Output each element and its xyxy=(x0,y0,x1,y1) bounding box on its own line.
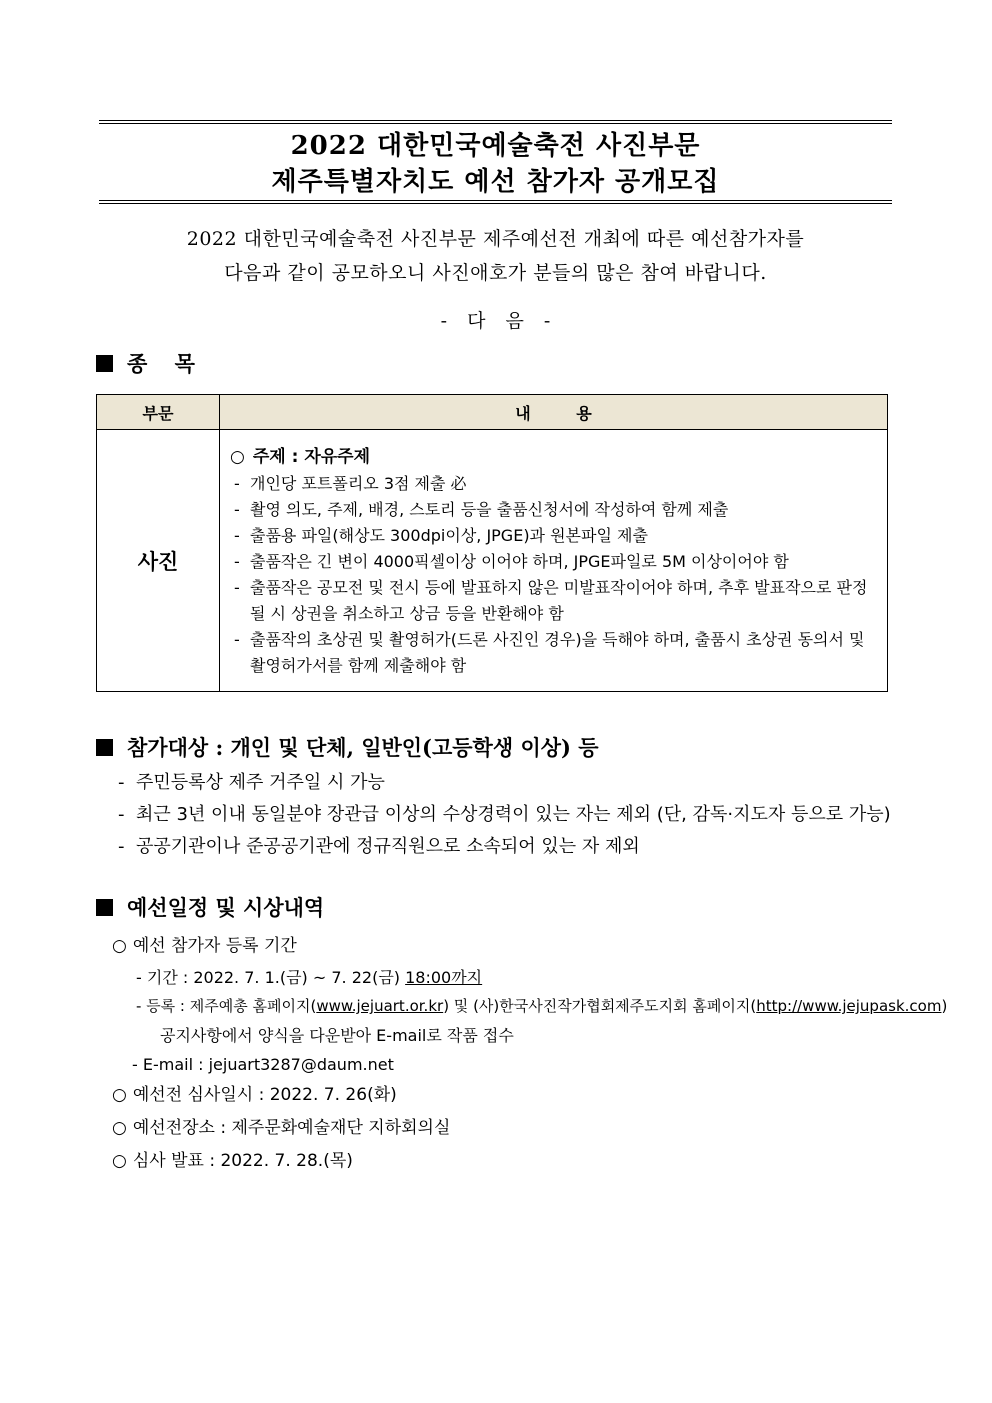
title-box xyxy=(99,120,892,204)
circle-bullet-icon: ○ xyxy=(112,1118,127,1138)
list-item: ○ 예선전장소 : 제주문화예술재단 지하회의실 xyxy=(112,1118,451,1138)
intro-line1: 2022 대한민국예술축전 사진부문 제주예선전 개최에 따른 예선참가자를 xyxy=(186,228,805,250)
email-line: - E-mail : jejuart3287@daum.net xyxy=(132,1055,394,1074)
intro-paragraph xyxy=(99,222,892,290)
section-heading-schedule xyxy=(96,892,324,922)
topic-line: ○ 주제 : 자유주제 xyxy=(230,447,371,467)
square-bullet-icon xyxy=(96,899,113,916)
square-bullet-icon xyxy=(96,355,113,372)
list-item: ○ 심사 발표 : 2022. 7. 28.(목) xyxy=(112,1151,353,1171)
circle-bullet-icon: ○ xyxy=(112,936,127,956)
circle-bullet-icon: ○ xyxy=(112,1085,127,1105)
section-heading-jongmok xyxy=(96,348,205,378)
table-header-cell: 내 용 xyxy=(220,395,888,430)
list-item: - 출품작은 공모전 및 전시 등에 발표하지 않은 미발표작이어야 하며, 추후 발표작으로 판정될 시 상권을 취소하고 상금 등을 반환해야 함 xyxy=(234,578,868,623)
list-item: - 주민등록상 제주 거주일 시 가능 xyxy=(118,772,385,793)
list-item: ○ 예선 참가자 등록 기간 xyxy=(112,936,297,956)
daum-label: - 다 음 - xyxy=(440,310,551,332)
target-list xyxy=(118,767,891,863)
list-item: - 출품작은 긴 변이 4000픽셀이상 이어야 하며, JPGE파일로 5M 이상이어야 함 xyxy=(234,552,789,571)
link-jejupask[interactable]: http://www.jejupask.com xyxy=(756,997,942,1015)
content-cell xyxy=(220,430,888,692)
items-table xyxy=(96,394,888,692)
table-header-row xyxy=(97,395,888,430)
list-item: - 출품용 파일(해상도 300dpi이상, JPGE)과 원본파일 제출 xyxy=(234,526,648,545)
schedule-list xyxy=(112,930,948,1178)
list-item: - 최근 3년 이내 동일분야 장관급 이상의 수상경력이 있는 자는 제외 (단, 감독·지도자 등으로 가능) xyxy=(118,804,891,825)
table-header-cell: 부문 xyxy=(97,395,220,430)
circle-bullet-icon: ○ xyxy=(230,447,245,467)
list-item: - 출품작의 초상권 및 촬영허가(드론 사진인 경우)을 득해야 하며, 출품시 초상권 동의서 및 촬영허가서를 함께 제출해야 함 xyxy=(234,630,865,675)
section-title: 참가대상 : 개인 및 단체, 일반인(고등학생 이상) 등 xyxy=(127,735,599,760)
page-title-line2: 제주특별자치도 예선 참가자 공개모집 xyxy=(271,167,720,197)
page-title-line1: 2022 대한민국예술축전 사진부문 xyxy=(290,131,701,161)
link-jejuart[interactable]: www.jejuart.or.kr xyxy=(316,997,444,1015)
period-line: - 기간 : 2022. 7. 1.(금) ~ 7. 22(금) 18:00까지 xyxy=(136,968,483,987)
list-item: ○ 예선전 심사일시 : 2022. 7. 26(화) xyxy=(112,1085,397,1105)
registration-continued: 공지사항에서 양식을 다운받아 E-mail로 작품 접수 xyxy=(160,1026,514,1045)
circle-bullet-icon: ○ xyxy=(112,1151,127,1171)
list-item: - 촬영 의도, 주제, 배경, 스토리 등을 출품신청서에 작성하여 함께 제출 xyxy=(234,500,729,519)
table-row xyxy=(97,430,888,692)
section-title: 예선일정 및 시상내역 xyxy=(127,895,325,920)
registration-line: - 등록 : 제주예총 홈페이지(www.jejuart.or.kr) 및 (사)한국사진작가협회제주도지회 홈페이지(http://www.jejupask.com) xyxy=(136,997,948,1015)
list-item: - 개인당 포트폴리오 3점 제출 必 xyxy=(234,474,467,493)
intro-line2: 다음과 같이 공모하오니 사진애호가 분들의 많은 참여 바랍니다. xyxy=(224,262,767,284)
section-heading-target xyxy=(96,732,599,762)
list-item: - 공공기관이나 준공공기관에 정규직원으로 소속되어 있는 자 제외 xyxy=(118,836,640,857)
square-bullet-icon xyxy=(96,739,113,756)
category-cell: 사진 xyxy=(97,430,220,692)
section-title: 종 목 xyxy=(127,351,205,376)
